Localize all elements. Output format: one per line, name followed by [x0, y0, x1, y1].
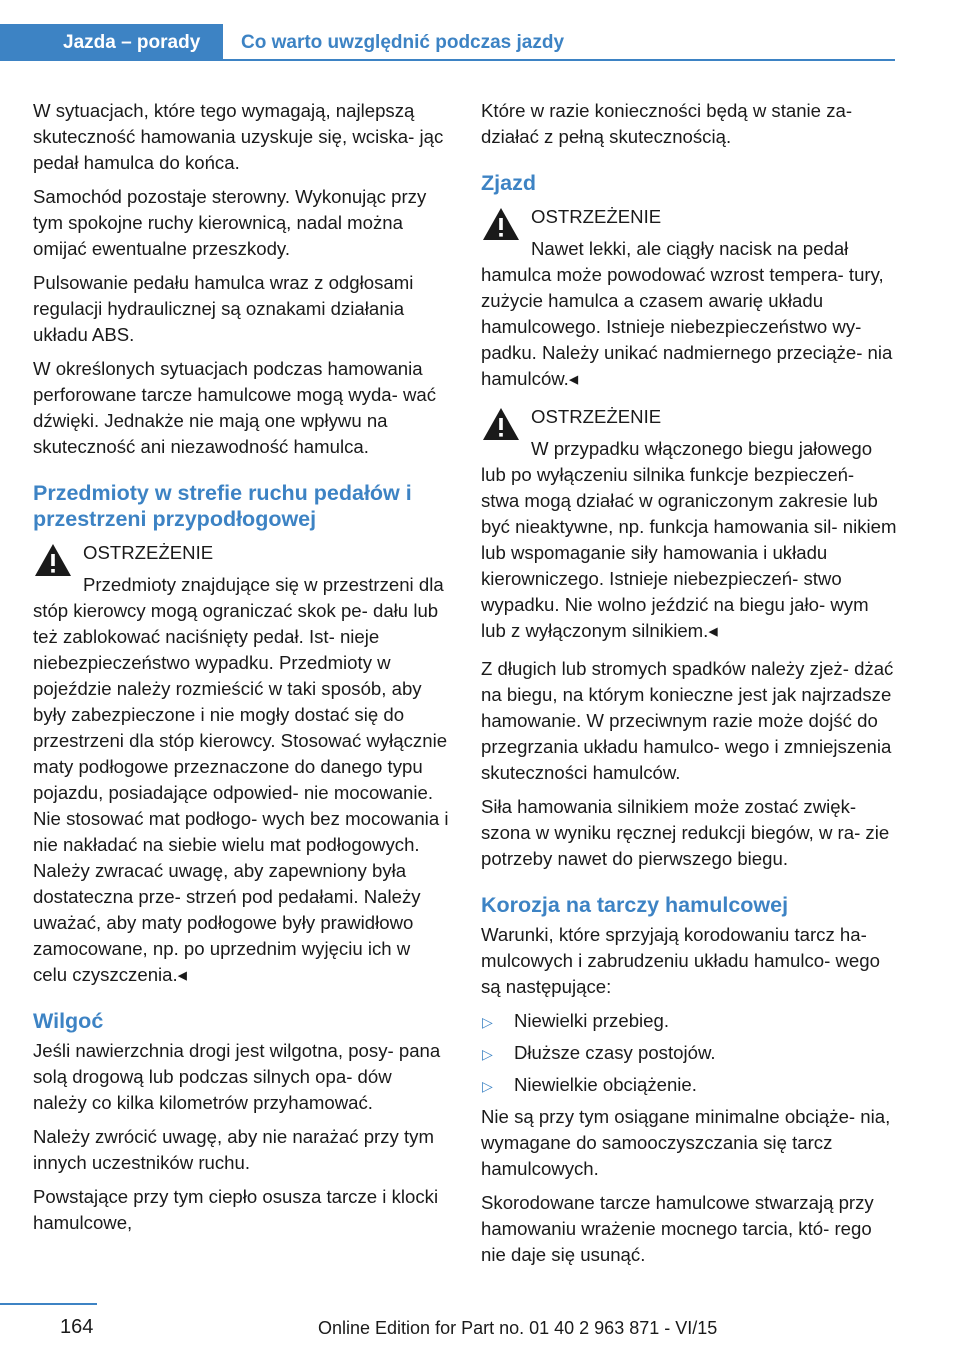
warning-text: Nawet lekki, ale ciągły nacisk na pedał hamulca może powodować wzrost tempera‐ tury, zużycie hamulca a czasem awarię układu hamulcowego. Istnieje niebezpieczeństwo wy‐ padku. Należy unikać nadmiernego przeciąże‐ nia hamulców.◂ — [481, 238, 893, 389]
edition-note: Online Edition for Part no. 01 40 2 963 871 - VI/15 — [318, 1318, 718, 1338]
list-item-text: Niewielki przebieg. — [514, 1010, 670, 1031]
header-rule — [223, 59, 895, 61]
section-heading-corrosion: Korozja na tarczy hamulcowej — [481, 893, 789, 917]
subsection-title: Co warto uwzględnić podczas jazdy — [241, 32, 565, 53]
warning-triangle-icon — [481, 204, 521, 242]
warning-heading: OSTRZEŻENIE — [531, 406, 662, 427]
right-column — [481, 98, 897, 1276]
bullet-list — [481, 1008, 897, 1098]
paragraph: W sytuacjach, które tego wymagają, najlepszą skuteczność hamowania uzyskuje się, wciska‐ jąc pedał hamulca do końca. — [33, 100, 444, 173]
paragraph: Pulsowanie pedału hamulca wraz z odgłosami regulacji hydraulicznej są oznakami działania układu ABS. — [33, 272, 414, 345]
list-item-text: Niewielkie obciążenie. — [514, 1074, 697, 1095]
paragraph: Siła hamowania silnikiem może zostać zwięk‐ szona w wyniku ręcznej redukcji biegów, w ra‐ zie potrzeby nawet do pierwszego biegu. — [481, 796, 890, 869]
paragraph: Jeśli nawierzchnia drogi jest wilgotna, posy‐ pana solą drogową lub podczas silnych opa‐ dów należy co kilka kilometrów przyhamować. — [33, 1040, 441, 1113]
section-heading-downhill: Zjazd — [481, 171, 536, 195]
paragraph: Które w razie konieczności będą w stanie za‐ działać z pełną skutecznością. — [481, 100, 853, 147]
list-item — [481, 1072, 897, 1098]
warning-heading: OSTRZEŻENIE — [531, 206, 662, 227]
list-item-text: Dłuższe czasy postojów. — [514, 1042, 716, 1063]
bullet-triangle-icon: ▷ — [482, 1014, 493, 1030]
section-tab: Jazda – porady — [0, 24, 223, 61]
paragraph: Powstające przy tym ciepło osusza tarcze i klocki hamulcowe, — [33, 1186, 439, 1233]
warning-text: W przypadku włączonego biegu jałowego lub po wyłączeniu silnika funkcje bezpieczeń‐ stwa mogą działać w ograniczonym zakresie lub być nieaktywne, np. funkcja hamowania sil‐ nikiem lub wspomaganie siły hamowania i układu kierowniczego. Istnieje niebezpieczeń‐ stwo wypadku. Nie wolno jeździć na biegu jało‐ wym lub z wyłączonym silnikiem.◂ — [481, 438, 897, 641]
paragraph: W określonych sytuacjach podczas hamowania perforowane tarcze hamulcowe mogą wyda‐ wać dźwięki. Jednakże nie mają one wpływu na skuteczność ani niezawodność hamulca. — [33, 358, 437, 457]
warning-text: Przedmioty znajdujące się w przestrzeni dla stóp kierowcy mogą ograniczać skok pe‐ dału lub też zablokować naciśnięty pedał. Ist‐ nieje niebezpieczeństwo wypadku. Przedmioty w pojeździe należy rozmieścić w taki sposób, aby były zabezpieczone i nie mogły dostać się do przestrzeni dla stóp kierowcy. Stosować wyłącznie maty podłogowe przeznaczone do danego typu pojazdu, posiadające odpowied‐ nie mocowanie. Nie stosować mat podłogo‐ wych bez mocowania i nie nakładać na siebie wielu mat podłogowych. Należy zwracać uwagę, aby zapewniony była dostateczna prze‐ strzeń pod pedałami. Należy uważać, aby maty podłogowe były prawidłowo zamocowane, np. po uprzednim wyjęciu ich w celu czyszczenia.◂ — [33, 574, 449, 985]
paragraph: Skorodowane tarcze hamulcowe stwarzają przy hamowaniu wrażenie mocnego tarcia, któ‐ rego nie daje się usunąć. — [481, 1192, 874, 1265]
bullet-triangle-icon: ▷ — [482, 1078, 493, 1094]
paragraph: Z długich lub stromych spadków należy zjeż‐ dżać na biegu, na którym konieczne jest jak najrzadsze hamowanie. W przeciwnym razie może dojść do przegrzania układu hamulco‐ wego i zmniejszenia skuteczności hamulców. — [481, 658, 894, 783]
footer-rule — [0, 1303, 97, 1305]
section-heading-wet: Wilgoć — [33, 1009, 104, 1033]
paragraph: Samochód pozostaje sterowny. Wykonując przy tym spokojne ruchy kierownicą, nadal można omijać ewentualne przeszkody. — [33, 186, 427, 259]
warning-block — [481, 204, 897, 392]
warning-triangle-icon — [33, 540, 73, 578]
left-column — [33, 98, 449, 1244]
paragraph: Warunki, które sprzyjają korodowaniu tarcz ha‐ mulcowych i zabrudzeniu układu hamulco‐ wego są następujące: — [481, 924, 880, 997]
paragraph: Nie są przy tym osiągane minimalne obciąże‐ nia, wymagane do samooczyszczania się tarcz hamulcowych. — [481, 1106, 891, 1179]
section-heading-pedals: Przedmioty w strefie ruchu pedałów i przestrzeni przypodłogowej — [33, 481, 412, 531]
page-number: 164 — [60, 1316, 94, 1338]
warning-heading: OSTRZEŻENIE — [83, 542, 214, 563]
list-item — [481, 1008, 897, 1034]
warning-triangle-icon — [481, 404, 521, 442]
warning-block — [33, 540, 449, 988]
list-item — [481, 1040, 897, 1066]
bullet-triangle-icon: ▷ — [482, 1046, 493, 1062]
paragraph: Należy zwrócić uwagę, aby nie narażać przy tym innych uczestników ruchu. — [33, 1126, 434, 1173]
warning-block — [481, 404, 897, 644]
page-header — [0, 0, 960, 62]
